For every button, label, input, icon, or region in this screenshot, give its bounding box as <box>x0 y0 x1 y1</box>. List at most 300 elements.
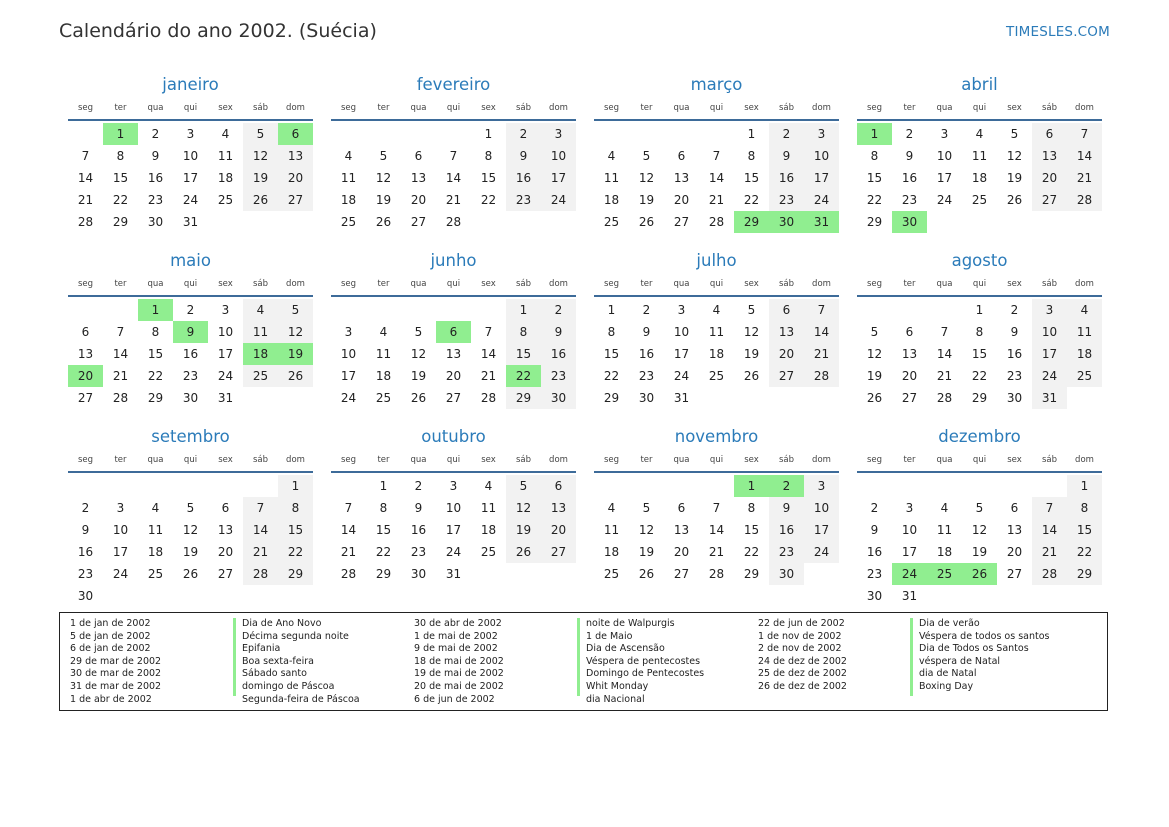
day-cell: 23 <box>638 369 655 383</box>
day-cell: 24 <box>936 193 953 207</box>
legend-date: 6 de jun de 2002 <box>414 693 495 705</box>
weekday-label: sex <box>1007 278 1022 289</box>
day-cell: 10 <box>541 145 576 167</box>
day-cell: 17 <box>804 167 839 189</box>
day-cell: 5 <box>186 501 195 515</box>
weekday-label: sáb <box>515 454 532 465</box>
day-cell: 19 <box>375 193 392 207</box>
legend-date: 2 de nov de 2002 <box>758 643 842 655</box>
day-cell: 14 <box>1032 519 1067 541</box>
weekday-label: sex <box>1007 454 1022 465</box>
day-cell: 25 <box>1067 365 1102 387</box>
day-cell: 12 <box>375 171 392 185</box>
month-title: dezembro <box>938 427 1021 446</box>
day-cell: 20 <box>541 519 576 541</box>
month-dezembro <box>857 426 1102 602</box>
weekday-label: qua <box>936 278 953 289</box>
holiday-day-cell: 20 <box>68 365 103 387</box>
day-cell: 21 <box>340 545 357 559</box>
day-cell: 11 <box>147 523 164 537</box>
day-cell: 27 <box>1032 189 1067 211</box>
day-cell: 11 <box>603 523 620 537</box>
month-title: junho <box>430 251 477 270</box>
day-cell: 4 <box>243 299 278 321</box>
day-cell: 6 <box>414 149 423 163</box>
day-cell: 9 <box>81 523 90 537</box>
day-cell: 7 <box>81 149 90 163</box>
day-cell: 30 <box>638 391 655 405</box>
day-cell: 17 <box>112 545 129 559</box>
day-cell: 7 <box>804 299 839 321</box>
weekday-label: seg <box>866 278 883 289</box>
day-cell: 24 <box>1032 365 1067 387</box>
day-cell: 5 <box>1010 127 1019 141</box>
day-cell: 18 <box>708 347 725 361</box>
day-cell: 19 <box>410 369 427 383</box>
empty-cell <box>331 299 366 321</box>
day-cell: 12 <box>743 325 760 339</box>
day-cell: 20 <box>769 343 804 365</box>
weekday-label: seg <box>866 454 883 465</box>
day-cell: 22 <box>480 193 497 207</box>
empty-cell <box>68 475 103 497</box>
day-cell: 13 <box>1006 523 1023 537</box>
day-cell: 21 <box>708 545 725 559</box>
day-cell: 3 <box>221 303 230 317</box>
day-cell: 30 <box>866 589 883 603</box>
empty-cell <box>471 299 506 321</box>
day-cell: 13 <box>541 497 576 519</box>
weekday-label: sáb <box>778 454 795 465</box>
day-cell: 15 <box>603 347 620 361</box>
days-grid <box>331 297 576 409</box>
weekday-label: ter <box>903 454 916 465</box>
day-cell: 6 <box>677 501 686 515</box>
day-cell: 6 <box>905 325 914 339</box>
day-cell: 25 <box>147 567 164 581</box>
legend-date: 1 de jan de 2002 <box>70 618 151 629</box>
weekday-label: ter <box>377 278 390 289</box>
day-cell: 12 <box>182 523 199 537</box>
weekday-header <box>331 272 576 297</box>
empty-cell <box>997 475 1032 497</box>
empty-cell <box>401 123 436 145</box>
day-cell: 13 <box>673 523 690 537</box>
day-cell: 1 <box>1067 475 1102 497</box>
legend-dates-column <box>758 618 910 710</box>
day-cell: 4 <box>151 501 160 515</box>
day-cell: 5 <box>278 299 313 321</box>
day-cell: 30 <box>769 563 804 585</box>
month-title: maio <box>170 251 211 270</box>
weekday-label: sex <box>481 454 496 465</box>
legend-holiday-name: Dia de Ano Novo <box>242 618 322 629</box>
weekday-header <box>857 96 1102 121</box>
day-cell: 23 <box>1006 369 1023 383</box>
empty-cell <box>857 475 892 497</box>
day-cell: 27 <box>77 391 94 405</box>
weekday-label: qui <box>709 278 724 289</box>
holiday-day-cell: 1 <box>103 123 138 145</box>
day-cell: 28 <box>445 215 462 229</box>
day-cell: 15 <box>743 171 760 185</box>
months-grid <box>68 74 1102 602</box>
holiday-legend <box>59 612 1108 711</box>
month-title: julho <box>696 251 737 270</box>
days-grid <box>594 473 839 585</box>
day-cell: 3 <box>804 123 839 145</box>
day-cell: 7 <box>712 149 721 163</box>
day-cell: 14 <box>936 347 953 361</box>
weekday-label: dom <box>286 454 305 465</box>
month-outubro <box>331 426 576 602</box>
day-cell: 18 <box>217 171 234 185</box>
day-cell: 25 <box>340 215 357 229</box>
legend-holiday-name: véspera de Natal <box>919 655 1001 667</box>
day-cell: 14 <box>708 171 725 185</box>
page-title: Calendário do ano 2002. (Suécia) <box>59 20 377 42</box>
weekday-header <box>857 272 1102 297</box>
weekday-label: sáb <box>1041 454 1058 465</box>
day-cell: 16 <box>506 167 541 189</box>
weekday-label: qui <box>183 102 198 113</box>
weekday-label: dom <box>549 102 568 113</box>
day-cell: 25 <box>480 545 497 559</box>
day-cell: 31 <box>673 391 690 405</box>
day-cell: 28 <box>1032 563 1067 585</box>
day-cell: 22 <box>1067 541 1102 563</box>
day-cell: 17 <box>673 347 690 361</box>
day-cell: 5 <box>642 501 651 515</box>
legend-holiday-name: noite de Walpurgis <box>586 618 675 629</box>
legend-date: 26 de dez de 2002 <box>758 680 847 692</box>
empty-cell <box>436 123 471 145</box>
weekday-header <box>594 448 839 473</box>
legend-date: 31 de mar de 2002 <box>70 680 162 692</box>
day-cell: 3 <box>344 325 353 339</box>
month-agosto <box>857 250 1102 426</box>
day-cell: 8 <box>747 501 756 515</box>
legend-names-column <box>577 618 758 705</box>
day-cell: 17 <box>901 545 918 559</box>
day-cell: 31 <box>182 215 199 229</box>
weekday-label: qui <box>446 102 461 113</box>
day-cell: 10 <box>804 497 839 519</box>
weekday-label: sex <box>1007 102 1022 113</box>
day-cell: 7 <box>940 325 949 339</box>
day-cell: 11 <box>971 149 988 163</box>
day-cell: 24 <box>445 545 462 559</box>
day-cell: 6 <box>221 501 230 515</box>
day-cell: 28 <box>112 391 129 405</box>
weekday-label: sex <box>218 102 233 113</box>
day-cell: 14 <box>708 523 725 537</box>
day-cell: 19 <box>743 347 760 361</box>
day-cell: 13 <box>77 347 94 361</box>
day-cell: 12 <box>1006 149 1023 163</box>
day-cell: 23 <box>866 567 883 581</box>
legend-holiday-name: Véspera de todos os santos <box>919 630 1050 642</box>
day-cell: 22 <box>147 369 164 383</box>
day-cell: 9 <box>151 149 160 163</box>
day-cell: 24 <box>217 369 234 383</box>
holiday-day-cell: 22 <box>506 365 541 387</box>
weekday-label: seg <box>603 454 620 465</box>
empty-cell <box>436 299 471 321</box>
day-cell: 26 <box>375 215 392 229</box>
day-cell: 29 <box>506 387 541 409</box>
day-cell: 16 <box>541 343 576 365</box>
day-cell: 10 <box>340 347 357 361</box>
weekday-label: sáb <box>1041 102 1058 113</box>
day-cell: 23 <box>147 193 164 207</box>
day-cell: 9 <box>541 321 576 343</box>
weekday-label: ter <box>903 102 916 113</box>
day-cell: 2 <box>1010 303 1019 317</box>
weekday-label: dom <box>286 102 305 113</box>
weekday-label: seg <box>340 102 357 113</box>
day-cell: 22 <box>375 545 392 559</box>
day-cell: 4 <box>975 127 984 141</box>
day-cell: 24 <box>340 391 357 405</box>
weekday-label: sáb <box>252 454 269 465</box>
day-cell: 13 <box>217 523 234 537</box>
weekday-label: seg <box>340 454 357 465</box>
empty-cell <box>366 299 401 321</box>
legend-date: 20 de mai de 2002 <box>414 680 504 692</box>
day-cell: 18 <box>1067 343 1102 365</box>
weekday-label: dom <box>812 102 831 113</box>
empty-cell <box>962 475 997 497</box>
day-cell: 26 <box>410 391 427 405</box>
day-cell: 11 <box>936 523 953 537</box>
day-cell: 12 <box>638 171 655 185</box>
empty-cell <box>629 475 664 497</box>
weekday-label: qui <box>972 102 987 113</box>
day-cell: 15 <box>112 171 129 185</box>
day-cell: 4 <box>712 303 721 317</box>
day-cell: 28 <box>480 391 497 405</box>
day-cell: 26 <box>638 215 655 229</box>
day-cell: 29 <box>1067 563 1102 585</box>
day-cell: 17 <box>340 369 357 383</box>
month-title: setembro <box>151 427 230 446</box>
day-cell: 13 <box>445 347 462 361</box>
day-cell: 20 <box>410 193 427 207</box>
day-cell: 13 <box>901 347 918 361</box>
month-title: agosto <box>951 251 1008 270</box>
day-cell: 18 <box>375 369 392 383</box>
weekday-label: dom <box>1075 278 1094 289</box>
day-cell: 11 <box>1067 321 1102 343</box>
empty-cell <box>892 299 927 321</box>
empty-cell <box>103 475 138 497</box>
weekday-label: sex <box>218 278 233 289</box>
day-cell: 12 <box>410 347 427 361</box>
empty-cell <box>664 475 699 497</box>
day-cell: 11 <box>243 321 278 343</box>
day-cell: 7 <box>449 149 458 163</box>
empty-cell <box>1032 475 1067 497</box>
legend-date: 1 de nov de 2002 <box>758 630 842 642</box>
day-cell: 1 <box>278 475 313 497</box>
day-cell: 29 <box>971 391 988 405</box>
day-cell: 9 <box>1010 325 1019 339</box>
day-cell: 28 <box>340 567 357 581</box>
day-cell: 26 <box>243 189 278 211</box>
day-cell: 19 <box>971 545 988 559</box>
weekday-label: qua <box>410 102 427 113</box>
day-cell: 18 <box>480 523 497 537</box>
weekday-label: ter <box>377 454 390 465</box>
day-cell: 16 <box>410 523 427 537</box>
day-cell: 12 <box>506 497 541 519</box>
day-cell: 22 <box>866 193 883 207</box>
month-novembro <box>594 426 839 602</box>
day-cell: 3 <box>677 303 686 317</box>
weekday-label: qua <box>673 278 690 289</box>
legend-holiday-name: Dia de Ascensão <box>586 643 665 655</box>
day-cell: 9 <box>769 145 804 167</box>
day-cell: 27 <box>410 215 427 229</box>
weekday-header <box>594 96 839 121</box>
day-cell: 26 <box>278 365 313 387</box>
legend-holiday-name: Boa sexta-feira <box>242 655 314 667</box>
day-cell: 7 <box>116 325 125 339</box>
holiday-day-cell: 2 <box>769 475 804 497</box>
day-cell: 23 <box>77 567 94 581</box>
day-cell: 28 <box>77 215 94 229</box>
day-cell: 2 <box>541 299 576 321</box>
day-cell: 13 <box>673 171 690 185</box>
weekday-label: sáb <box>778 102 795 113</box>
day-cell: 20 <box>278 167 313 189</box>
holiday-day-cell: 29 <box>734 211 769 233</box>
day-cell: 4 <box>484 479 493 493</box>
legend-holiday-name: dia Nacional <box>586 693 645 705</box>
weekday-label: dom <box>549 454 568 465</box>
day-cell: 27 <box>217 567 234 581</box>
weekday-label: qua <box>147 454 164 465</box>
empty-cell <box>138 475 173 497</box>
weekday-label: seg <box>603 102 620 113</box>
day-cell: 17 <box>182 171 199 185</box>
weekday-label: ter <box>377 102 390 113</box>
weekday-label: qui <box>446 278 461 289</box>
day-cell: 15 <box>506 343 541 365</box>
weekday-label: qua <box>410 454 427 465</box>
day-cell: 8 <box>151 325 160 339</box>
day-cell: 1 <box>506 299 541 321</box>
empty-cell <box>857 299 892 321</box>
day-cell: 16 <box>182 347 199 361</box>
day-cell: 23 <box>769 189 804 211</box>
day-cell: 7 <box>1032 497 1067 519</box>
day-cell: 4 <box>1067 299 1102 321</box>
empty-cell <box>699 123 734 145</box>
weekday-label: ter <box>114 278 127 289</box>
brand-link[interactable]: TIMESLES.COM <box>1006 24 1110 40</box>
holiday-day-cell: 30 <box>769 211 804 233</box>
day-cell: 2 <box>870 501 879 515</box>
day-cell: 10 <box>182 149 199 163</box>
day-cell: 22 <box>743 545 760 559</box>
weekday-header <box>331 96 576 121</box>
holiday-day-cell: 6 <box>436 321 471 343</box>
weekday-label: sáb <box>252 278 269 289</box>
day-cell: 18 <box>603 545 620 559</box>
day-cell: 27 <box>445 391 462 405</box>
holiday-day-cell: 25 <box>927 563 962 585</box>
day-cell: 5 <box>414 325 423 339</box>
empty-cell <box>331 475 366 497</box>
day-cell: 31 <box>445 567 462 581</box>
day-cell: 28 <box>243 563 278 585</box>
empty-cell <box>68 123 103 145</box>
day-cell: 6 <box>81 325 90 339</box>
legend-dates-column <box>414 618 577 710</box>
day-cell: 27 <box>673 215 690 229</box>
weekday-label: ter <box>640 102 653 113</box>
day-cell: 30 <box>147 215 164 229</box>
days-grid <box>68 473 313 607</box>
day-cell: 29 <box>603 391 620 405</box>
day-cell: 25 <box>375 391 392 405</box>
month-fevereiro <box>331 74 576 250</box>
day-cell: 20 <box>445 369 462 383</box>
day-cell: 23 <box>901 193 918 207</box>
weekday-header <box>594 272 839 297</box>
empty-cell <box>208 475 243 497</box>
day-cell: 24 <box>541 189 576 211</box>
empty-cell <box>927 299 962 321</box>
legend-date: 30 de abr de 2002 <box>414 618 502 629</box>
day-cell: 21 <box>112 369 129 383</box>
day-cell: 12 <box>866 347 883 361</box>
day-cell: 2 <box>151 127 160 141</box>
legend-names-column <box>910 618 1119 696</box>
day-cell: 8 <box>747 149 756 163</box>
day-cell: 10 <box>112 523 129 537</box>
day-cell: 15 <box>1067 519 1102 541</box>
day-cell: 1 <box>484 127 493 141</box>
day-cell: 19 <box>506 519 541 541</box>
day-cell: 12 <box>278 321 313 343</box>
day-cell: 12 <box>243 145 278 167</box>
day-cell: 21 <box>243 541 278 563</box>
weekday-header <box>68 448 313 473</box>
day-cell: 30 <box>182 391 199 405</box>
day-cell: 17 <box>936 171 953 185</box>
day-cell: 6 <box>541 475 576 497</box>
day-cell: 15 <box>743 523 760 537</box>
day-cell: 1 <box>975 303 984 317</box>
day-cell: 20 <box>673 545 690 559</box>
day-cell: 8 <box>975 325 984 339</box>
day-cell: 15 <box>480 171 497 185</box>
day-cell: 18 <box>603 193 620 207</box>
day-cell: 7 <box>243 497 278 519</box>
day-cell: 16 <box>147 171 164 185</box>
day-cell: 4 <box>607 501 616 515</box>
day-cell: 11 <box>340 171 357 185</box>
day-cell: 26 <box>1006 193 1023 207</box>
day-cell: 16 <box>769 519 804 541</box>
day-cell: 8 <box>116 149 125 163</box>
legend-holiday-name: Epifania <box>242 643 281 655</box>
legend-holiday-name: Boxing Day <box>919 680 974 692</box>
empty-cell <box>629 123 664 145</box>
